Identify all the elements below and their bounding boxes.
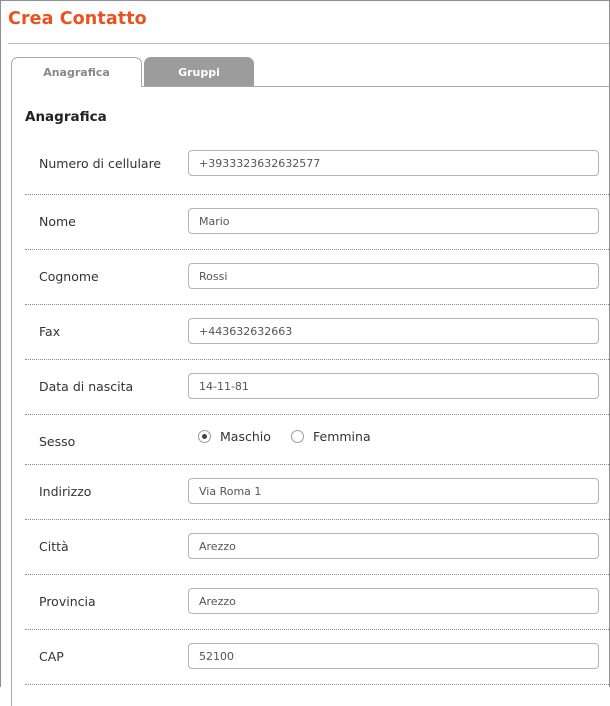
- fax-input[interactable]: [188, 318, 599, 344]
- field-label: Nome: [39, 214, 76, 229]
- citta-input[interactable]: [188, 533, 599, 559]
- tab-anagrafica[interactable]: Anagrafica: [11, 57, 142, 87]
- section-title: Anagrafica: [25, 109, 107, 125]
- cap-input[interactable]: [188, 643, 599, 669]
- field-row-cellulare: [25, 139, 610, 195]
- nome-input[interactable]: [188, 208, 599, 234]
- field-label: Cognome: [39, 269, 99, 284]
- gender-option-maschio[interactable]: [198, 429, 271, 444]
- title-divider: [8, 43, 609, 44]
- field-row-sesso: [25, 415, 610, 465]
- birthdate-input[interactable]: [188, 373, 599, 399]
- radio-maschio[interactable]: [198, 430, 211, 443]
- indirizzo-input[interactable]: [188, 478, 599, 504]
- field-label: Fax: [39, 324, 61, 339]
- field-row-provincia: [25, 575, 610, 630]
- field-label: Data di nascita: [39, 379, 134, 394]
- radio-label-maschio[interactable]: Maschio: [220, 429, 271, 444]
- field-label: Città: [39, 539, 69, 554]
- field-label: Numero di cellulare: [39, 156, 162, 171]
- field-row-cognome: [25, 250, 610, 305]
- radio-selected-dot: [202, 434, 207, 439]
- radio-label-femmina[interactable]: Femmina: [313, 429, 371, 444]
- page-title: Crea Contatto: [8, 9, 147, 29]
- field-row-citta: [25, 520, 610, 575]
- field-row-nascita: [25, 360, 610, 415]
- field-row-cap: [25, 630, 610, 685]
- field-row-nome: [25, 195, 610, 250]
- field-label: Indirizzo: [39, 484, 92, 499]
- radio-femmina[interactable]: [291, 430, 304, 443]
- field-row-indirizzo: [25, 465, 610, 520]
- field-label: CAP: [39, 649, 64, 664]
- cellulare-input[interactable]: [188, 150, 599, 176]
- field-row-fax: [25, 305, 610, 360]
- provincia-input[interactable]: [188, 588, 599, 614]
- tab-gruppi[interactable]: Gruppi: [144, 57, 254, 87]
- field-label: Sesso: [39, 434, 76, 449]
- gender-option-femmina[interactable]: [291, 429, 371, 444]
- field-label: Provincia: [39, 594, 96, 609]
- cognome-input[interactable]: [188, 263, 599, 289]
